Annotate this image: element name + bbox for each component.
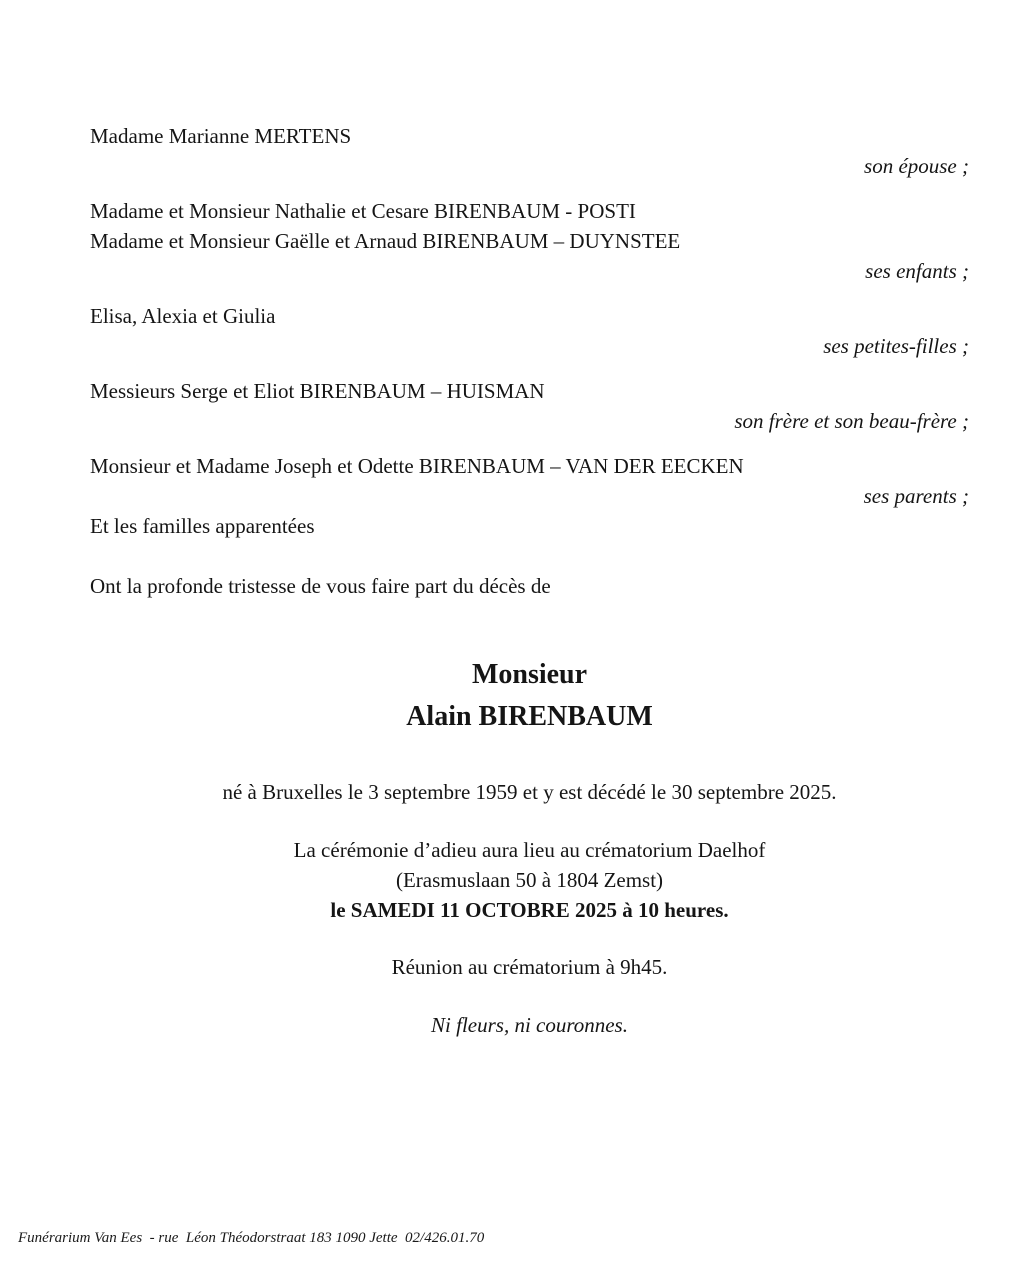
deceased-name: Alain BIRENBAUM bbox=[406, 701, 653, 732]
life-dates-line: né à Bruxelles le 3 septembre 1959 et y est décédé le 30 septembre 2025. bbox=[222, 780, 837, 804]
announcement-intro-line: Ont la profonde tristesse de vous faire part du décès de bbox=[90, 574, 551, 598]
relation-parents: ses parents ; bbox=[863, 484, 969, 508]
granddaughters-name-line: Elisa, Alexia et Giulia bbox=[90, 304, 276, 328]
ceremony-date-line: le SAMEDI 11 OCTOBRE 2025 à 10 heures. bbox=[330, 898, 729, 922]
ceremony-block bbox=[90, 835, 969, 925]
children-name-line-1: Madame et Monsieur Nathalie et Cesare BIRENBAUM - POSTI bbox=[90, 199, 636, 223]
relation-children: ses enfants ; bbox=[865, 259, 969, 283]
meeting-line: Réunion au crématorium à 9h45. bbox=[391, 955, 668, 979]
deceased-title: Monsieur bbox=[471, 659, 588, 690]
ceremony-address-line: (Erasmuslaan 50 à 1804 Zemst) bbox=[395, 868, 664, 892]
children-name-line-2: Madame et Monsieur Gaëlle et Arnaud BIRENBAUM – DUYNSTEE bbox=[90, 229, 681, 253]
relation-spouse: son épouse ; bbox=[864, 154, 969, 178]
parents-name-line: Monsieur et Madame Joseph et Odette BIRENBAUM – VAN DER EECKEN bbox=[90, 454, 744, 478]
flowers-line: Ni fleurs, ni couronnes. bbox=[431, 1013, 628, 1037]
spouse-name-line: Madame Marianne MERTENS bbox=[90, 124, 352, 148]
relation-brothers: son frère et son beau-frère ; bbox=[734, 409, 969, 433]
relation-granddaughters: ses petites-filles ; bbox=[823, 334, 969, 358]
deceased-block bbox=[90, 654, 969, 738]
ceremony-place-line: La cérémonie d’adieu aura lieu au crématorium Daelhof bbox=[293, 838, 766, 862]
brothers-name-line: Messieurs Serge et Eliot BIRENBAUM – HUISMAN bbox=[90, 379, 545, 403]
funeral-home-footer: Funérarium Van Ees - rue Léon Théodorstraat 183 1090 Jette 02/426.01.70 bbox=[18, 1230, 485, 1246]
related-families-line: Et les familles apparentées bbox=[90, 514, 315, 538]
